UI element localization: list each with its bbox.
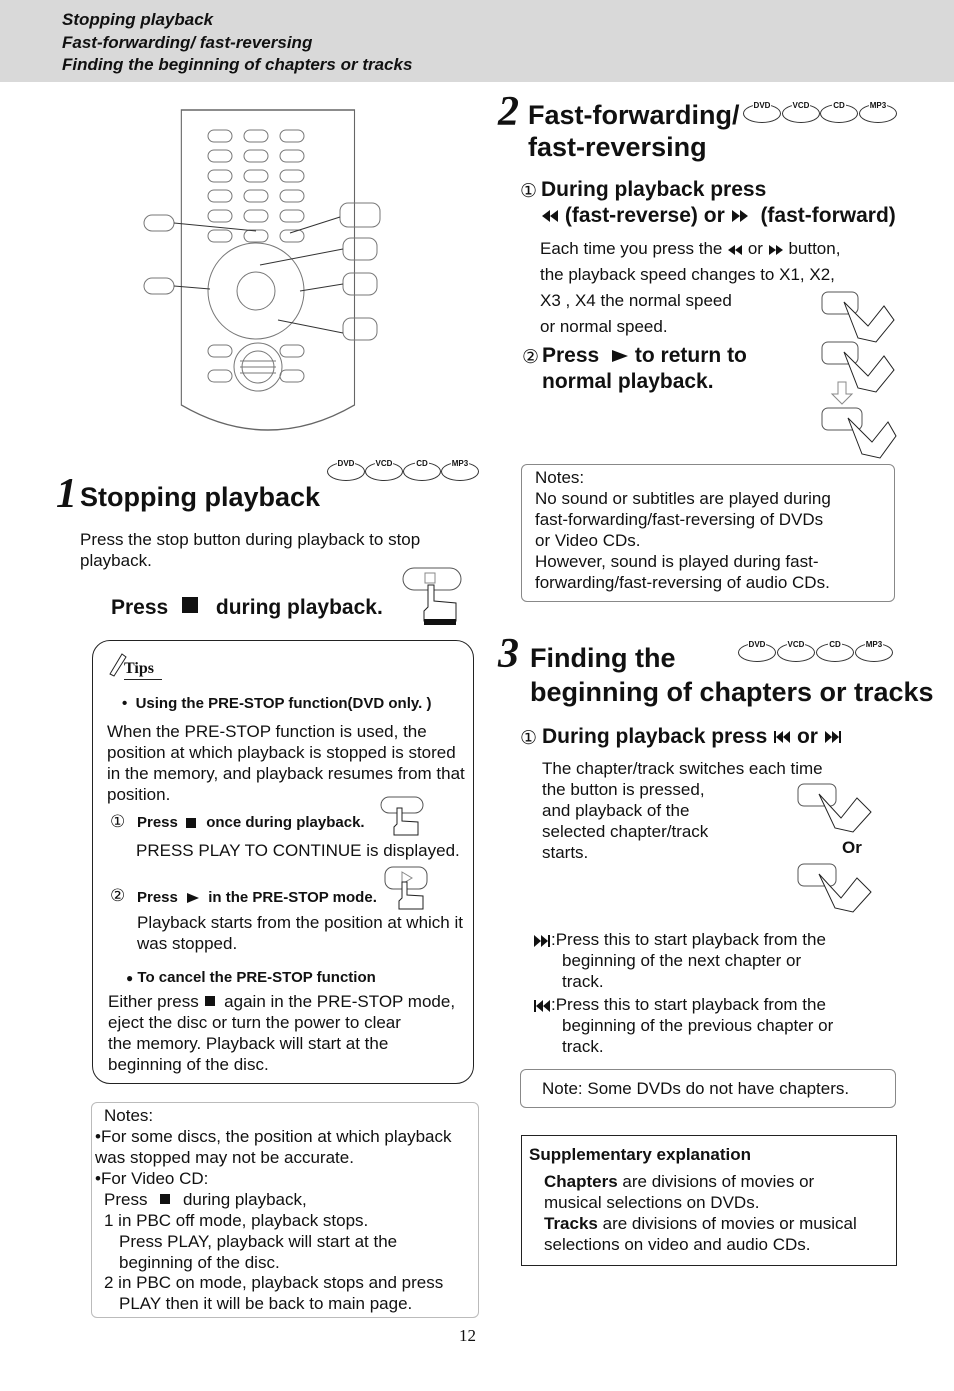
press-label: Press (111, 596, 169, 619)
tips-paragraph-2: Either press again in the PRE-STOP mode, eject the disc or turn the power to clear the memory. Playback will start at the beginning of the disc. (108, 992, 456, 1074)
notes-1-line-4: PLAY then it will be back to main page. (119, 1294, 413, 1313)
tips-label: Tips (124, 660, 162, 680)
section-2-step-2-line-2: normal playback. (542, 370, 714, 393)
tips-paragraph-1: When the PRE-STOP function is used, the position at which playback is stopped is stored in the memory, and playback resumes from that position. (107, 722, 465, 804)
badge-mp3-2: MP3 (859, 104, 897, 123)
hand-press-play-icon (382, 864, 428, 912)
section-2-description: Each time you press the or button, the playback speed changes to X1, X2, X3 , X4 the normal speed or normal speed. (540, 239, 841, 336)
prev-chapter-icon-2 (533, 999, 551, 1013)
badge-cd-1: CD (403, 462, 441, 481)
remote-control-illustration (140, 105, 390, 435)
notes-2-title: Notes: (535, 468, 585, 487)
next-chapter-icon-2 (533, 934, 551, 948)
section-3-number: 3 (498, 631, 519, 677)
fast-forward-icon-small (768, 244, 784, 256)
notes-1-press: Press during playback, (104, 1190, 307, 1209)
play-icon-2 (611, 349, 629, 363)
notes-2-line-2: fast-forwarding/fast-reversing of DVDs (535, 510, 824, 529)
prev-chapter-explanation: :Press this to start playback from the beginning of the previous chapter or track. (533, 994, 833, 1057)
section-1-press-instruction (111, 596, 383, 620)
tips-step-1: Press once during playback. (137, 814, 365, 831)
notes-1-line-1: 1 in PBC off mode, playback stops. (104, 1211, 369, 1230)
tips-bullet-2: ● To cancel the PRE-STOP function (126, 969, 376, 986)
tips-step-1-number: ① (110, 812, 126, 831)
supplementary-title: Supplementary explanation (529, 1145, 751, 1164)
badge-dvd-3: DVD (738, 643, 776, 662)
stop-icon-small-3 (160, 1194, 170, 1204)
fast-reverse-icon (541, 209, 559, 223)
section-2-number: 2 (498, 89, 519, 135)
badge-vcd-2: VCD (782, 104, 820, 123)
section-2-title-line-2: fast-reversing (528, 132, 707, 162)
badge-vcd-1: VCD (365, 462, 403, 481)
section-2-title-line-1: Fast-forwarding/ (528, 100, 740, 130)
section-3-step-1: During playback press or (542, 725, 842, 749)
stop-icon-small (186, 818, 196, 828)
section-2-step-1-line-1: During playback press (541, 178, 767, 201)
header-line-2: Fast-forwarding/ fast-reversing (62, 33, 313, 52)
badge-cd-2: CD (820, 104, 858, 123)
section-3-title-line-2: beginning of chapters or tracks (530, 677, 934, 707)
section-2-step-1-line-2: (fast-reverse) or (fast-forward) (541, 204, 896, 228)
tips-step-1-result: PRESS PLAY TO CONTINUE is displayed. (136, 841, 460, 860)
tips-step-2-number: ② (110, 886, 126, 905)
tips-step-2-result: Playback starts from the position at which it was stopped. (137, 913, 463, 953)
badge-mp3-3: MP3 (855, 643, 893, 662)
notes-2-line-4: However, sound is played during fast- (535, 552, 819, 571)
badge-mp3-1: MP3 (441, 462, 479, 481)
header-line-1: Stopping playback (62, 10, 214, 29)
section-2-step-2-line-1: Press to return to (542, 344, 747, 367)
badge-cd-3: CD (816, 643, 854, 662)
play-icon (186, 892, 200, 904)
section-3-title-line-1: Finding the (530, 643, 676, 673)
badge-vcd-3: VCD (777, 643, 815, 662)
stop-icon (182, 597, 198, 613)
notes-2-line-3: or Video CDs. (535, 531, 641, 550)
supplementary-chapters: Chapters are divisions of movies or musical selections on DVDs. Tracks are divisions of movies or musical selections on video and audio CDs. (544, 1172, 857, 1254)
section-3-description: The chapter/track switches each time the button is pressed, and playback of the selected chapter/track starts. (542, 759, 823, 862)
hand-press-ff-sequence (818, 290, 898, 460)
section-1-title: Stopping playback (80, 482, 321, 512)
notes-1-item-1: •For some discs, the position at which playback was stopped may not be accurate. (95, 1127, 452, 1167)
fast-forward-icon (731, 209, 749, 223)
stop-icon-small-2 (205, 996, 215, 1006)
chapters-note: Note: Some DVDs do not have chapters. (542, 1079, 850, 1098)
notes-1-title: Notes: (104, 1106, 154, 1125)
header-line-3: Finding the beginning of chapters or tracks (62, 55, 413, 74)
section-1-number: 1 (56, 471, 77, 517)
badge-dvd-1: DVD (327, 462, 365, 481)
next-chapter-icon (824, 730, 842, 744)
press-suffix: during playback. (215, 596, 383, 619)
page-number: 12 (459, 1326, 476, 1345)
tips-bullet-1: • Using the PRE-STOP function(DVD only. ) (122, 695, 432, 712)
section-3-step-1-number: ① (520, 728, 538, 749)
hand-press-chapter-icons (795, 782, 877, 912)
notes-2-line-5: forwarding/fast-reversing of audio CDs. (535, 573, 830, 592)
notes-1-line-3: 2 in PBC on mode, playback stops and press (104, 1273, 444, 1292)
fast-reverse-icon-small (727, 244, 743, 256)
prev-chapter-icon (773, 730, 791, 744)
notes-1-item-2: •For Video CD: (95, 1169, 209, 1188)
section-2-step-2-number: ② (522, 347, 540, 368)
page-header (0, 0, 954, 82)
hand-press-stop-icon-2 (378, 794, 424, 838)
section-2-step-1-number: ① (520, 181, 538, 202)
next-chapter-explanation: :Press this to start playback from the beginning of the next chapter or track. (533, 929, 826, 992)
notes-2-line-1: No sound or subtitles are played during (535, 489, 831, 508)
badge-dvd-2: DVD (743, 104, 781, 123)
or-label: Or (842, 838, 862, 857)
section-1-intro: Press the stop button during playback to stop playback. (80, 530, 421, 570)
hand-press-stop-icon (400, 565, 464, 627)
notes-1-line-2: Press PLAY, playback will start at the beginning of the disc. (119, 1232, 398, 1272)
tips-step-2: Press in the PRE-STOP mode. (137, 889, 377, 906)
